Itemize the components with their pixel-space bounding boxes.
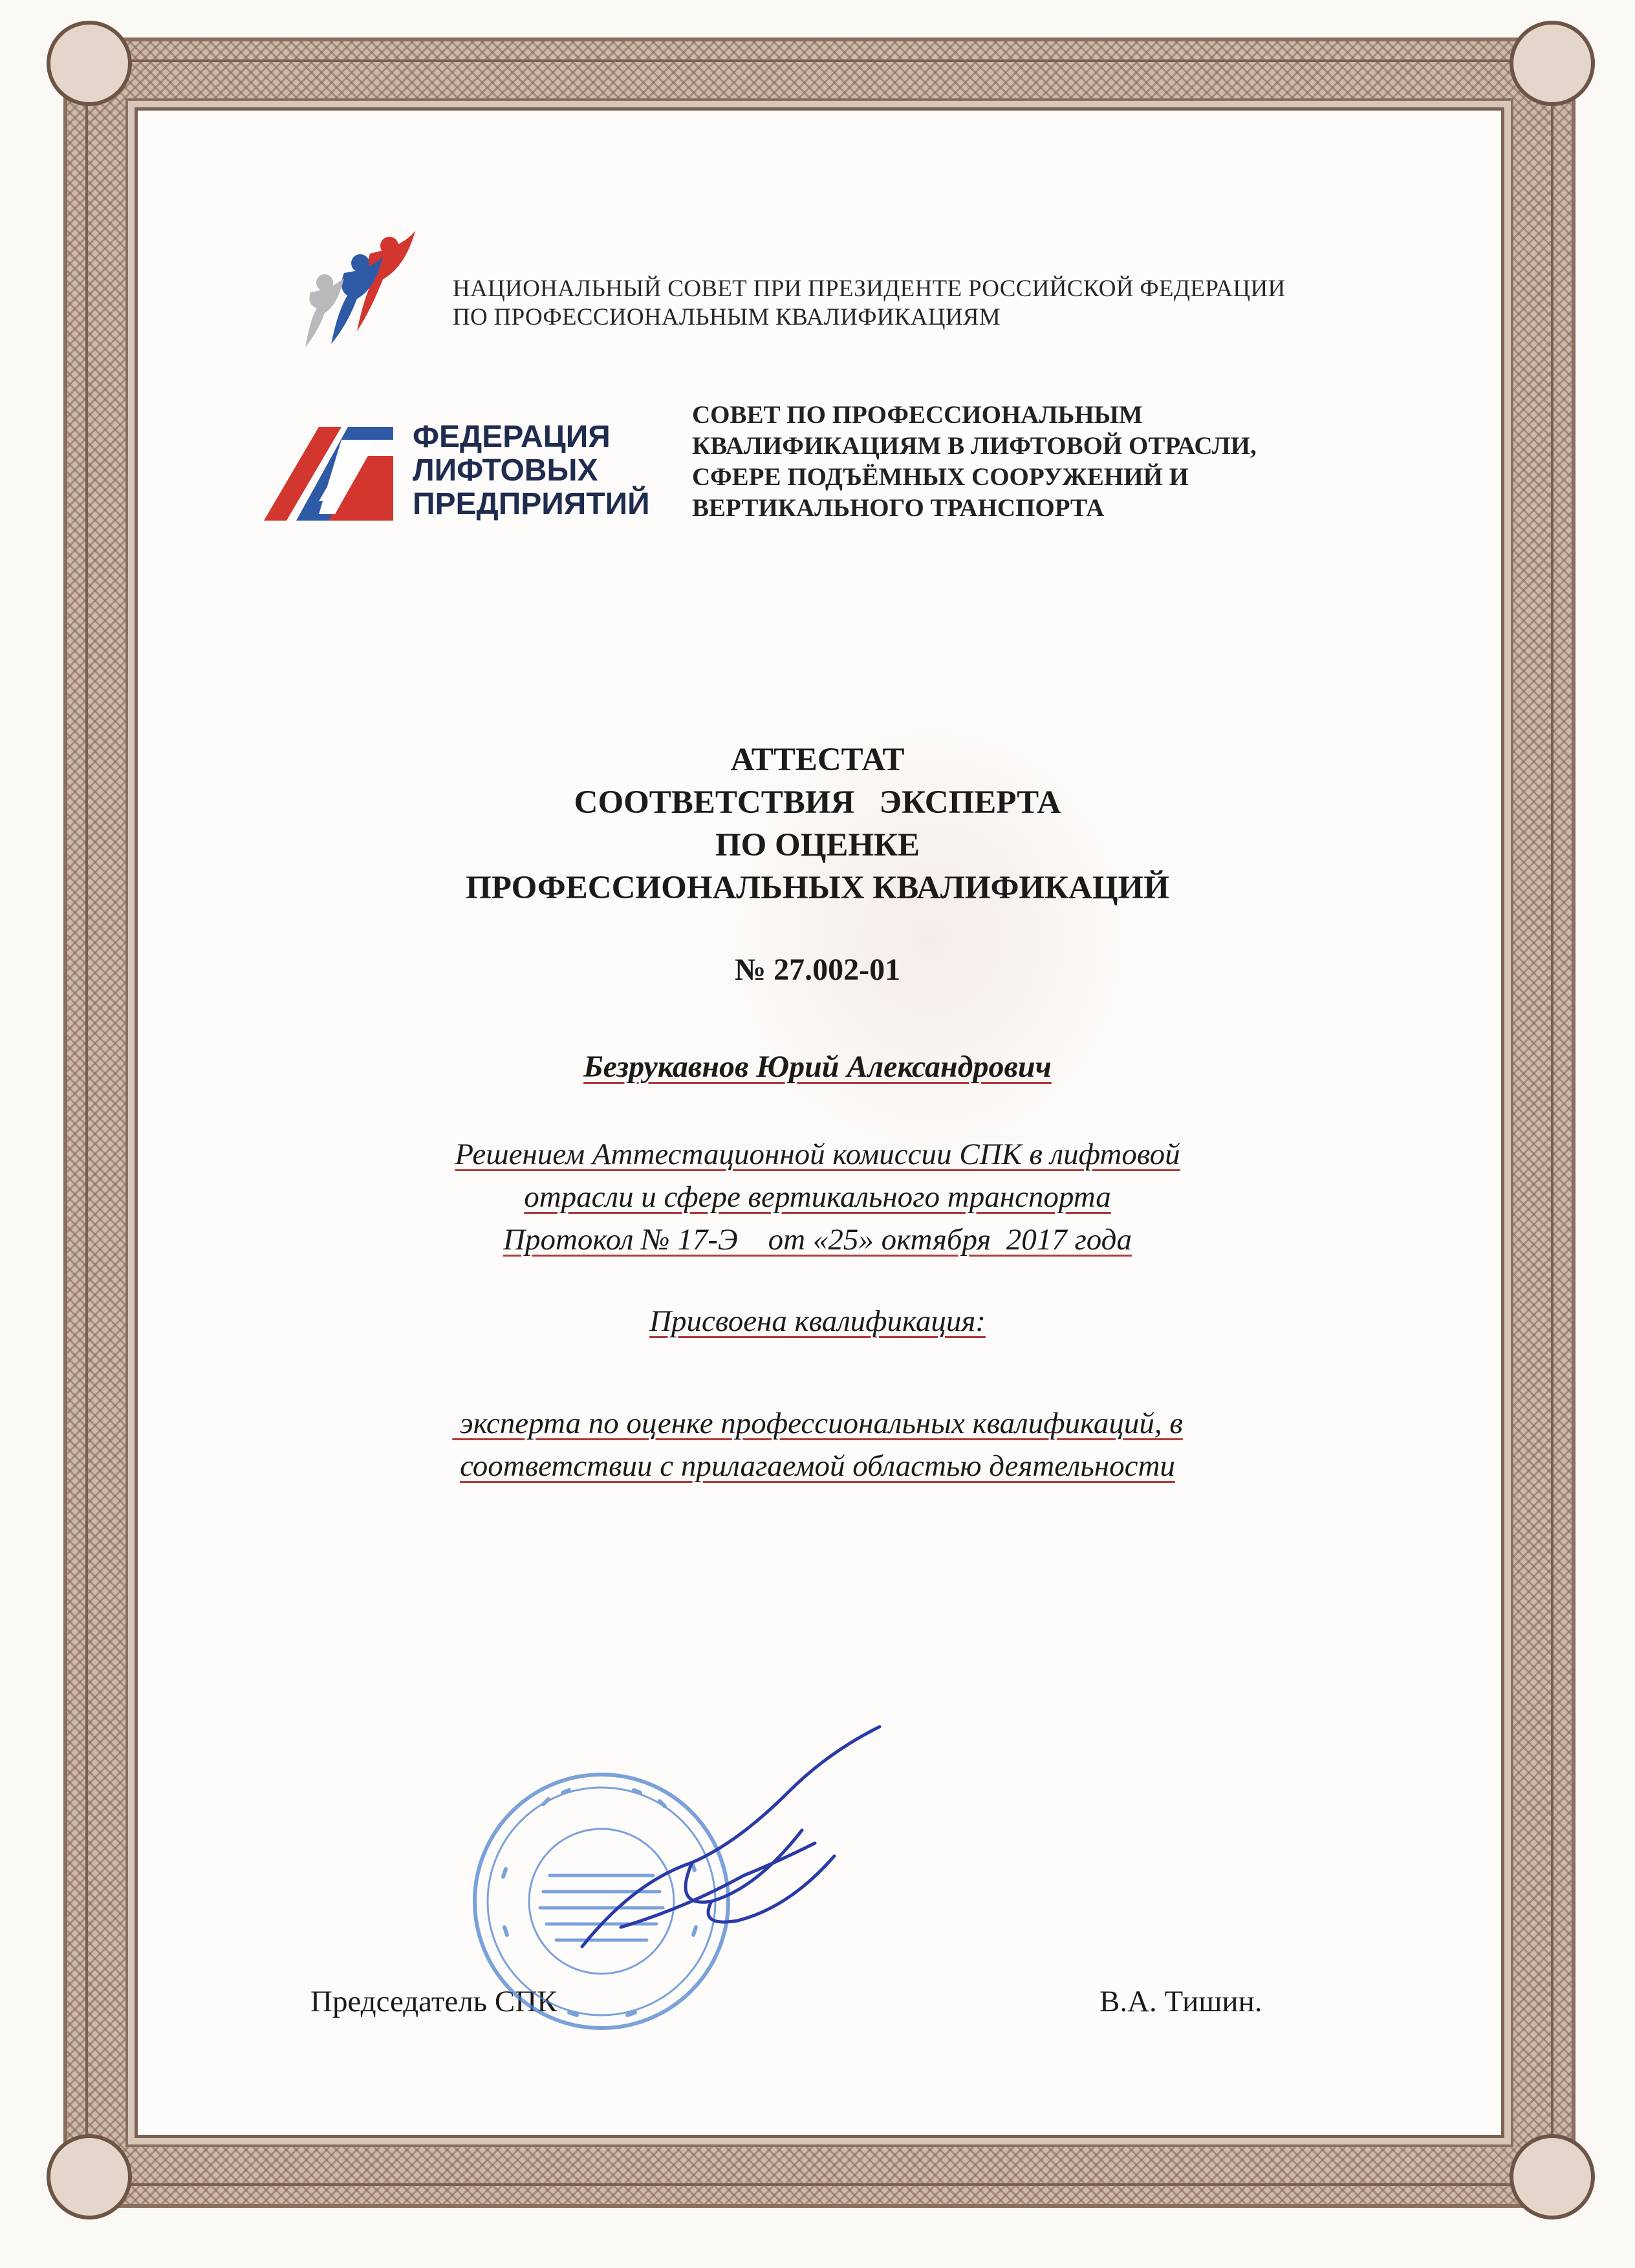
qualification-text: эксперта по оценке профессиональных квалификаций, в соответствии с прилагаемой областью деятельности — [452, 1407, 1183, 1483]
federation-name: ФЕДЕРАЦИЯ ЛИФТОВЫХ ПРЕДПРИЯТИЙ — [413, 420, 650, 521]
national-council-name: НАЦИОНАЛЬНЫЙ СОВЕТ ПРИ ПРЕЗИДЕНТЕ РОССИЙСКОЙ ФЕДЕРАЦИИ ПО ПРОФЕССИОНАЛЬНЫМ КВАЛИФИКАЦИЯМ — [453, 275, 1286, 330]
national-council-logo-icon — [292, 228, 422, 351]
qualification-label: Присвоена квалификация: — [649, 1304, 986, 1338]
certificate-title: АТТЕСТАТ СООТВЕТСТВИЯ ЭКСПЕРТА ПО ОЦЕНКЕ ПРОФЕССИОНАЛЬНЫХ КВАЛИФИКАЦИЙ — [466, 742, 1169, 906]
signatory-name: В.А. Тишин. — [1099, 1985, 1262, 2018]
commission-decision: Решением Аттестационной комиссии СПК в лифтовой отрасли и сфере вертикального транспорта Протокол № 17-Э от «25» октября 2017 года — [455, 1138, 1180, 1257]
corner-ornament — [47, 21, 132, 106]
signatory-role: Председатель СПК — [310, 1985, 558, 2018]
corner-ornament — [47, 2134, 132, 2219]
corner-ornament — [1510, 21, 1595, 106]
holder-name: Безрукавнов Юрий Александрович — [583, 1050, 1052, 1084]
certificate-number: № 27.002-01 — [734, 953, 901, 987]
federation-logo-icon — [257, 417, 400, 527]
handwritten-signature-icon — [543, 1714, 905, 1985]
corner-ornament — [1510, 2134, 1595, 2219]
qualification-council-name: СОВЕТ ПО ПРОФЕССИОНАЛЬНЫМ КВАЛИФИКАЦИЯМ В ЛИФТОВОЙ ОТРАСЛИ, СФЕРЕ ПОДЪЁМНЫХ СООРУЖЕНИЙ И ВЕРТИКАЛЬНОГО ТРАНСПОРТА — [692, 401, 1257, 522]
